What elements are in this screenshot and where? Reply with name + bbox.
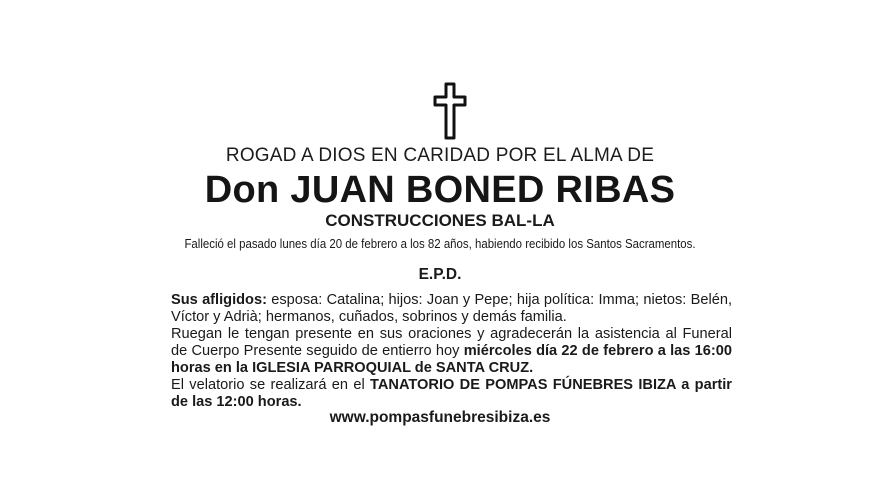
funeral-paragraph <box>171 326 732 377</box>
mourners-paragraph <box>171 292 732 326</box>
prayer-header: ROGAD A DIOS EN CARIDAD POR EL ALMA DE <box>225 145 655 166</box>
company-name: CONSTRUCCIONES BAL-LA <box>325 211 555 230</box>
epd-label: E.P.D. <box>418 266 462 283</box>
funeral-intro: Ruegan le tengan presente en sus oraciones y agradecerán la asistencia al Funeral de Cuerpo Presente seguido de entierro hoy <box>171 326 732 359</box>
mourners-label: Sus afligidos: <box>171 292 267 308</box>
wake-paragraph <box>171 377 732 411</box>
latin-cross-icon <box>432 82 468 140</box>
death-details: Falleció el pasado lunes día 20 de febrero a los 82 años, habiendo recibido los Santos Sacramentos. <box>184 236 696 251</box>
notice-body <box>171 292 732 411</box>
wake-intro: El velatorio se realizará en el <box>171 377 371 393</box>
mourners-text: esposa: Catalina; hijos: Joan y Pepe; hija política: Imma; nietos: Belén, Víctor y Adrià; hermanos, cuñados, sobrinos y demás familia. <box>171 292 733 325</box>
deceased-name: Don JUAN BONED RIBAS <box>204 169 676 211</box>
website-link[interactable]: www.pompasfunebresibiza.es <box>329 409 551 426</box>
wake-details: TANATORIO DE POMPAS FÚNEBRES IBIZA a partir de las 12:00 horas. <box>171 377 732 410</box>
funeral-datetime-place: miércoles día 22 de febrero a las 16:00 horas en la IGLESIA PARROQUIAL de SANTA CRUZ. <box>171 343 732 376</box>
